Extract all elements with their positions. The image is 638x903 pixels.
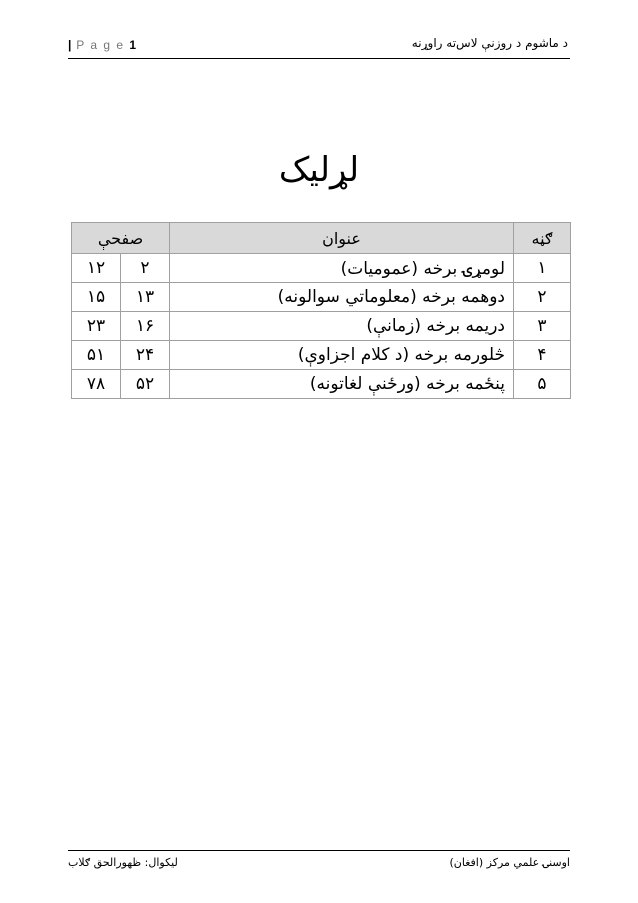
header-number: ګڼه bbox=[514, 223, 571, 254]
header-pages: صفحې bbox=[72, 223, 170, 254]
row-page-from: ۵۲ bbox=[121, 370, 170, 399]
running-title: د ماشوم‌ د روزنې لاس‌ته راوړنه bbox=[411, 36, 568, 50]
row-page-to: ۷۸ bbox=[72, 370, 121, 399]
footer-author: ليکوال: ظهورالحق ګلاب bbox=[68, 856, 178, 869]
row-page-from: ۱۳ bbox=[121, 283, 170, 312]
table-of-contents bbox=[71, 222, 571, 399]
table-row bbox=[72, 341, 571, 370]
footer-publisher: اوسنۍ علمي مرکز (افغان) bbox=[449, 856, 570, 869]
row-title: لومړۍ برخه (عموميات) bbox=[170, 254, 514, 283]
row-title: څلورمه برخه (د کلام اجزاوې) bbox=[170, 341, 514, 370]
row-number: ۳ bbox=[514, 312, 571, 341]
row-page-to: ۱۵ bbox=[72, 283, 121, 312]
page-title: لړليک bbox=[278, 150, 360, 190]
header-title: عنوان bbox=[170, 223, 514, 254]
footer-divider bbox=[68, 850, 570, 851]
row-number: ۱ bbox=[514, 254, 571, 283]
row-page-to: ۵۱ bbox=[72, 341, 121, 370]
row-page-to: ۲۳ bbox=[72, 312, 121, 341]
row-page-from: ۲ bbox=[121, 254, 170, 283]
page-number-value: 1 bbox=[129, 38, 138, 52]
row-number: ۲ bbox=[514, 283, 571, 312]
row-title: پنځمه برخه (ورځنې لغاتونه) bbox=[170, 370, 514, 399]
table-row bbox=[72, 254, 571, 283]
row-page-from: ۱۶ bbox=[121, 312, 170, 341]
table-row bbox=[72, 370, 571, 399]
row-number: ۵ bbox=[514, 370, 571, 399]
page-number: | P a g e 1 bbox=[68, 38, 138, 52]
page-label: P a g e bbox=[76, 38, 125, 52]
header-divider bbox=[68, 58, 570, 59]
row-title: دوهمه برخه (معلوماتي سوالونه) bbox=[170, 283, 514, 312]
table-row bbox=[72, 312, 571, 341]
row-page-to: ۱۲ bbox=[72, 254, 121, 283]
table-header-row bbox=[72, 223, 571, 254]
row-number: ۴ bbox=[514, 341, 571, 370]
table-row bbox=[72, 283, 571, 312]
row-page-from: ۲۴ bbox=[121, 341, 170, 370]
row-title: دريمه برخه (زمانې) bbox=[170, 312, 514, 341]
